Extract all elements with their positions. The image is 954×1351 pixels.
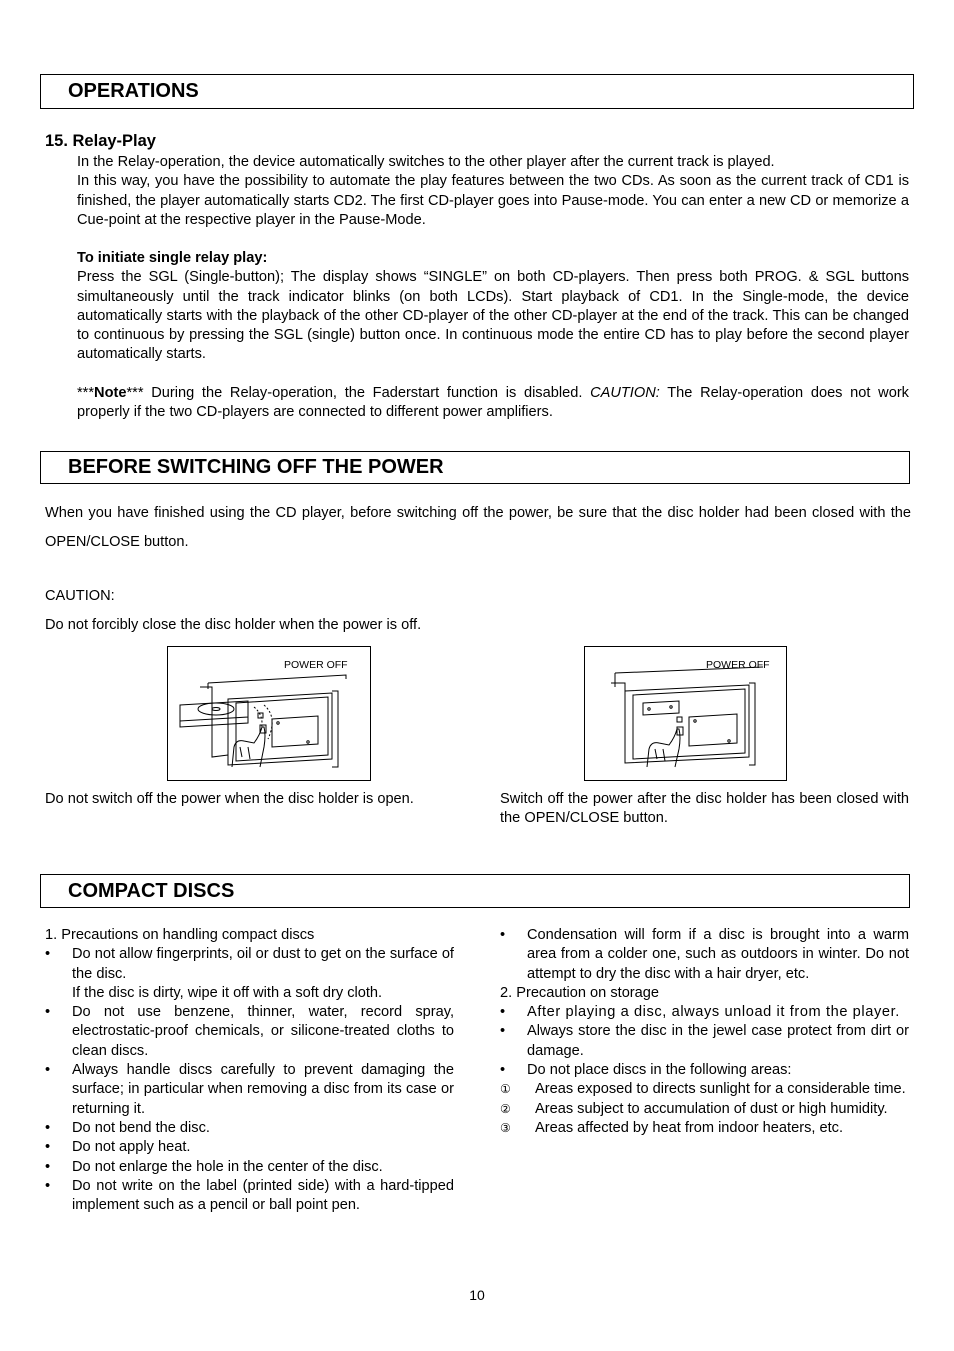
relay-initiate [77,249,909,365]
handling-item-text: Do not bend the disc. [72,1119,210,1136]
note-suffix: *** During the Relay-operation, the Faderstart function is disabled. [126,385,591,401]
bullet-symbol: • [500,927,506,943]
initiate-text: Press the SGL (Single-button); The display shows “SINGLE” on both CD-players. Then press both PROG. & SGL buttons simultaneously until the track indicator blinks (on both LCDs). Start playback of CD1. In the Single-mode, the device automatically starts with the playback of the other CD-player of the other CD-player at the end of the track. This can be changed to continuous by pressing the SGL (single) button once. In continuous mode the entire CD has to play before the second player automatically starts. [77,269,909,363]
list-item [500,1003,909,1022]
note-rest: The Relay-operation does not work properly if the two CD-players are connected to different power amplifiers. [77,385,909,421]
caution-word: CAUTION: [590,385,660,401]
power-off-heading [40,451,910,484]
areas-list [500,1080,909,1138]
initiate-title: To initiate single relay play: [77,250,268,266]
relay-play-title: 15. Relay-Play [45,132,156,150]
operations-heading [40,74,914,109]
condensation-list [500,926,909,984]
list-item [500,1080,909,1099]
note-prefix: *** [77,385,95,401]
handling-item-extra: If the disc is dirty, wipe it off with a soft dry cloth. [72,984,383,1001]
bullet-symbol: • [45,1119,51,1136]
relay-note [77,384,909,423]
bullet-symbol: • [45,1004,51,1021]
storage-item-text: Do not place discs in the following areas: [527,1062,792,1079]
list-item [45,945,454,1003]
list-item [45,1138,454,1157]
handling-list [45,945,454,1215]
caption-left: Do not switch off the power when the disc holder is open. [45,791,414,807]
caution-text: Do not forcibly close the disc holder when the power is off. [45,617,422,633]
figure-left-label: POWER OFF [284,659,348,671]
area-text: Areas exposed to directs sunlight for a considerable time. [535,1081,906,1098]
relay-play-intro [77,153,909,230]
handling-item-text: Do not write on the label (printed side) with a hard-tipped implement such as a pencil or ball point pen. [72,1177,454,1214]
area-text: Areas subject to accumulation of dust or high humidity. [535,1100,888,1117]
compact-discs-heading-text: COMPACT DISCS [68,880,235,902]
power-off-heading-text: BEFORE SWITCHING OFF THE POWER [68,456,444,478]
power-off-text: When you have finished using the CD player, before switching off the power, be sure that the disc holder had been closed with the OPEN/CLOSE button. [45,505,911,550]
storage-item-text: Always store the disc in the jewel case protect from dirt or damage. [527,1023,909,1059]
handling-title: 1. Precautions on handling compact discs [45,927,315,943]
condensation-text: Condensation will form if a disc is brought into a warm area from a colder one, such as outdoors in winter. Do not attempt to dry the disc with a hair dryer, etc. [527,927,909,982]
list-item [500,926,909,984]
handling-item-text: Do not use benzene, thinner, water, record spray, electrostatic-proof chemicals, or silicone-treated cloths to clean discs. [72,1004,454,1059]
list-item [500,1022,909,1061]
circled-number: ③ [500,1120,511,1135]
compact-discs-heading [40,874,910,908]
handling-item-text: Do not enlarge the hole in the center of the disc. [72,1158,383,1175]
handling-item-text: Always handle discs carefully to prevent damaging the surface; in particular when removing a disc from its case or returning it. [72,1062,454,1117]
handling-item-text: Do not apply heat. [72,1139,191,1156]
circled-number: ① [500,1082,511,1097]
handling-item-text: Do not allow fingerprints, oil or dust to get on the surface of the disc. [72,946,454,982]
bullet-symbol: • [500,1023,506,1040]
caution-label: CAUTION: [45,588,115,604]
note-word: Note [94,385,127,401]
list-item [500,1100,909,1119]
bullet-symbol: • [45,1158,51,1175]
storage-list [500,1003,909,1080]
handling-column [45,926,454,1215]
bullet-symbol: • [500,1062,506,1079]
list-item [45,1003,454,1061]
bullet-symbol: • [45,946,51,963]
figure-disc-open [167,646,371,781]
bullet-symbol: • [45,1139,51,1156]
bullet-symbol: • [45,1177,51,1194]
storage-title: 2. Precaution on storage [500,984,660,1001]
list-item [45,1061,454,1119]
page-number: 10 [469,1287,485,1303]
operations-heading-text: OPERATIONS [68,80,199,102]
figure-right-label: POWER OFF [706,659,770,671]
bullet-symbol: • [45,1062,51,1079]
list-item [500,1119,909,1138]
list-item [500,1061,909,1080]
relay-intro-2: In this way, you have the possibility to automate the play features between the two CDs. As soon as the current track of CD1 is finished, the player automatically starts CD2. The first CD-player goes into Pause-mode. You can enter a new CD or memorize a Cue-point at the respective player in the Pause-Mode. [77,173,909,228]
caption-right: Switch off the power after the disc holder has been closed with the OPEN/CLOSE button. [500,791,909,827]
storage-item-text: After playing a disc, always unload it from the player. [527,1004,900,1021]
storage-column [500,926,909,1138]
bullet-symbol: • [500,1004,506,1021]
area-text: Areas affected by heat from indoor heaters, etc. [535,1119,843,1136]
list-item [45,1119,454,1138]
list-item [45,1177,454,1216]
figure-disc-closed [584,646,787,781]
circled-number: ② [500,1101,511,1116]
list-item [45,1158,454,1177]
relay-intro-1: In the Relay-operation, the device automatically switches to the other player after the current track is played. [77,154,775,170]
